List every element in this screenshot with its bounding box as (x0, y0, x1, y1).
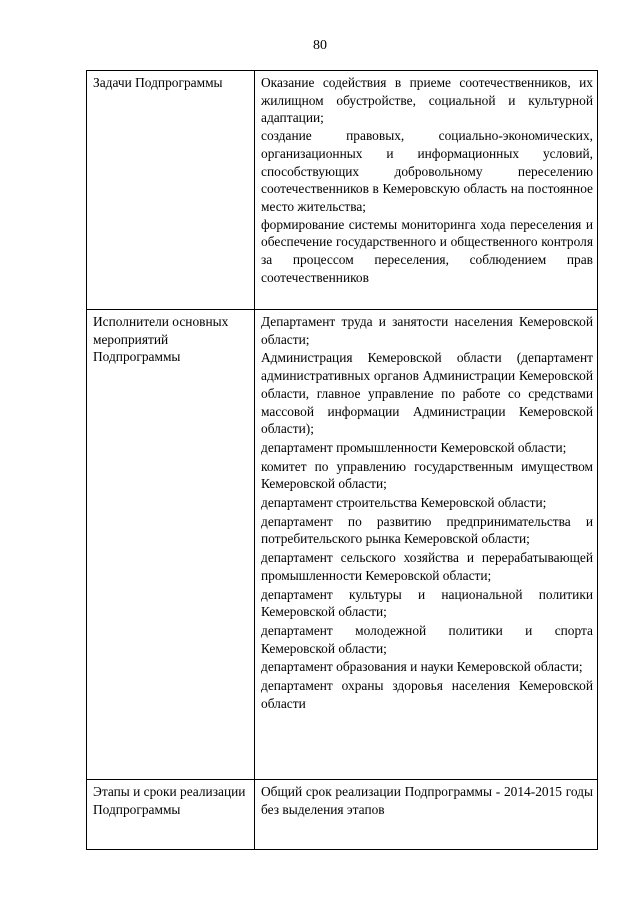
table-row-executors (87, 310, 598, 780)
row-label: Исполнители основных мероприятий Подпрограммы (87, 310, 255, 780)
paragraph: департамент промышленности Кемеровской области; (261, 439, 567, 455)
paragraph: Администрация Кемеровской области (департамент административных органов Администрации Кемеровской области, главное управление по работе со средствами массовой информации Администрации Кемеровской области); (261, 350, 593, 437)
row-content (255, 780, 598, 850)
paragraph: Департамент труда и занятости населения Кемеровской области; (261, 314, 593, 347)
paragraph: комитет по управлению государственным имуществом Кемеровской области; (261, 458, 593, 492)
paragraph: департамент охраны здоровья населения Кемеровской области (261, 678, 593, 711)
paragraph: Оказание содействия в приеме соотечественников, их жилищном обустройстве, социальной и культурной адаптации; (261, 75, 593, 126)
row-content (255, 310, 598, 780)
subprogram-passport-table (86, 70, 598, 850)
table-row-stages (87, 780, 598, 850)
page-number: 80 (313, 38, 327, 53)
row-label: Этапы и сроки реализации Подпрограммы (87, 780, 255, 850)
paragraph: департамент по развитию предпринимательства и потребительского рынка Кемеровской области; (261, 513, 593, 547)
paragraph: Общий срок реализации Подпрограммы - 2014-2015 годы без выделения этапов (261, 784, 593, 817)
paragraph: департамент сельского хозяйства и перерабатывающей промышленности Кемеровской области; (261, 550, 593, 583)
paragraph: департамент культуры и национальной политики Кемеровской области; (261, 586, 593, 620)
paragraph: формирование системы мониторинга хода переселения и обеспечение государственного и общественного контроля за процессом переселения, соблюдением прав соотечественников (261, 216, 593, 285)
paragraph: департамент строительства Кемеровской области; (261, 495, 547, 511)
paragraph: создание правовых, социально-экономических, организационных и информационных условий, способствующих добровольному переселению соотечественников в Кемеровскую область на постоянное место жительства; (261, 128, 593, 214)
paragraph: департамент образования и науки Кемеровской области; (261, 659, 583, 675)
row-label: Задачи Подпрограммы (87, 71, 255, 310)
table-row-tasks (87, 71, 598, 310)
paragraph: департамент молодежной политики и спорта Кемеровской области; (261, 622, 593, 656)
row-content (255, 71, 598, 310)
